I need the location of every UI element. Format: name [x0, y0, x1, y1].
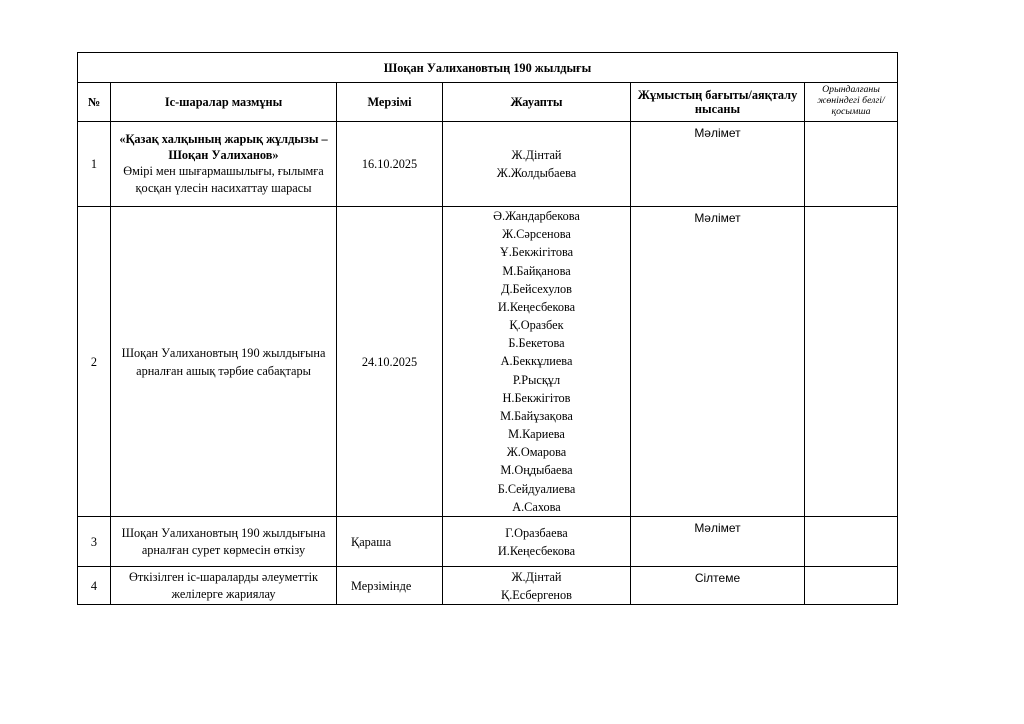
row-number: 4 — [78, 567, 111, 605]
responsible-person: М.Оңдыбаева — [500, 463, 573, 478]
row-mark — [805, 207, 898, 517]
responsible-person: Б.Сейдуалиева — [497, 481, 576, 496]
responsible-person: Қ.Оразбек — [509, 318, 564, 333]
header-number: № — [78, 83, 111, 122]
row-responsible — [443, 517, 631, 567]
header-date: Мерзімі — [337, 83, 443, 122]
header-responsible: Жауапты — [443, 83, 631, 122]
row-number: 3 — [78, 517, 111, 567]
header-row — [78, 83, 898, 122]
responsible-person: Ә.Жандарбекова — [493, 209, 580, 224]
row-activity: Шоқан Уалихановтың 190 жылдығына арналған ашық тәрбие сабақтары — [111, 207, 337, 517]
table-row — [78, 207, 898, 517]
row-number: 2 — [78, 207, 111, 517]
row-form: Мәлімет — [631, 122, 805, 207]
row-mark — [805, 122, 898, 207]
responsible-person: Б.Бекетова — [508, 336, 565, 351]
row-mark — [805, 517, 898, 567]
row-mark — [805, 567, 898, 605]
responsible-person: Ұ.Бекжігітова — [499, 245, 574, 260]
row-activity — [111, 122, 337, 207]
responsible-person: Г.Оразбаева — [505, 525, 568, 540]
responsible-person: Р.Рысқұл — [512, 372, 561, 387]
row-responsible — [443, 567, 631, 605]
responsible-person: Д.Бейсехулов — [501, 281, 572, 296]
row-date: Мерзімінде — [337, 567, 443, 605]
row-activity: Шоқан Уалихановтың 190 жылдығына арналған сурет көрмесін өткізу — [111, 517, 337, 567]
header-activity: Іс-шаралар мазмұны — [111, 83, 337, 122]
activity-title: «Қазақ халқының жарық жұлдызы – Шоқан Уалиханов» — [119, 132, 328, 162]
table-row — [78, 567, 898, 605]
responsible-person: Н.Бекжігітов — [502, 390, 571, 405]
responsible-person: Ж.Дінтай — [511, 148, 562, 162]
responsible-person: М.Байұзақова — [500, 408, 573, 423]
row-form: Мәлімет — [631, 517, 805, 567]
responsible-person: И.Кеңесбекова — [497, 299, 576, 314]
title-row — [78, 53, 898, 83]
responsible-person: М.Кариева — [508, 427, 565, 442]
responsible-person: Ж.Дінтай — [511, 569, 562, 584]
responsible-person: А.Беккұлиева — [500, 354, 573, 369]
row-date: 16.10.2025 — [337, 122, 443, 207]
responsible-person: Ж.Омарова — [506, 445, 567, 460]
table-row — [78, 122, 898, 207]
table-title: Шоқан Уалихановтың 190 жылдығы — [78, 53, 898, 83]
row-number: 1 — [78, 122, 111, 207]
row-date: 24.10.2025 — [337, 207, 443, 517]
row-form: Мәлімет — [631, 207, 805, 517]
row-activity: Өткізілген іс-шараларды әлеуметтік желілерге жариялау — [111, 567, 337, 605]
responsible-person: Қ.Есбергенов — [501, 587, 572, 602]
row-responsible — [443, 122, 631, 207]
responsible-person: А.Сахова — [512, 499, 561, 514]
row-responsible — [443, 207, 631, 517]
activity-text: Өмірі мен шығармашылығы, ғылымға қосқан үлесін насихаттау шарасы — [123, 164, 324, 195]
header-form: Жұмыстың бағыты/аяқталу нысаны — [631, 83, 805, 122]
table-row — [78, 517, 898, 567]
responsible-person: Ж.Жолдыбаева — [496, 166, 577, 180]
responsible-person: И.Кеңесбекова — [497, 543, 576, 558]
header-mark: Орындалғаны жөніндегі белгі/қосымша — [805, 83, 898, 122]
plan-table — [77, 52, 898, 605]
row-form: Сілтеме — [631, 567, 805, 605]
responsible-person: Ж.Сәрсенова — [502, 227, 571, 242]
row-date: Қараша — [337, 517, 443, 567]
responsible-person: М.Байқанова — [502, 263, 571, 278]
